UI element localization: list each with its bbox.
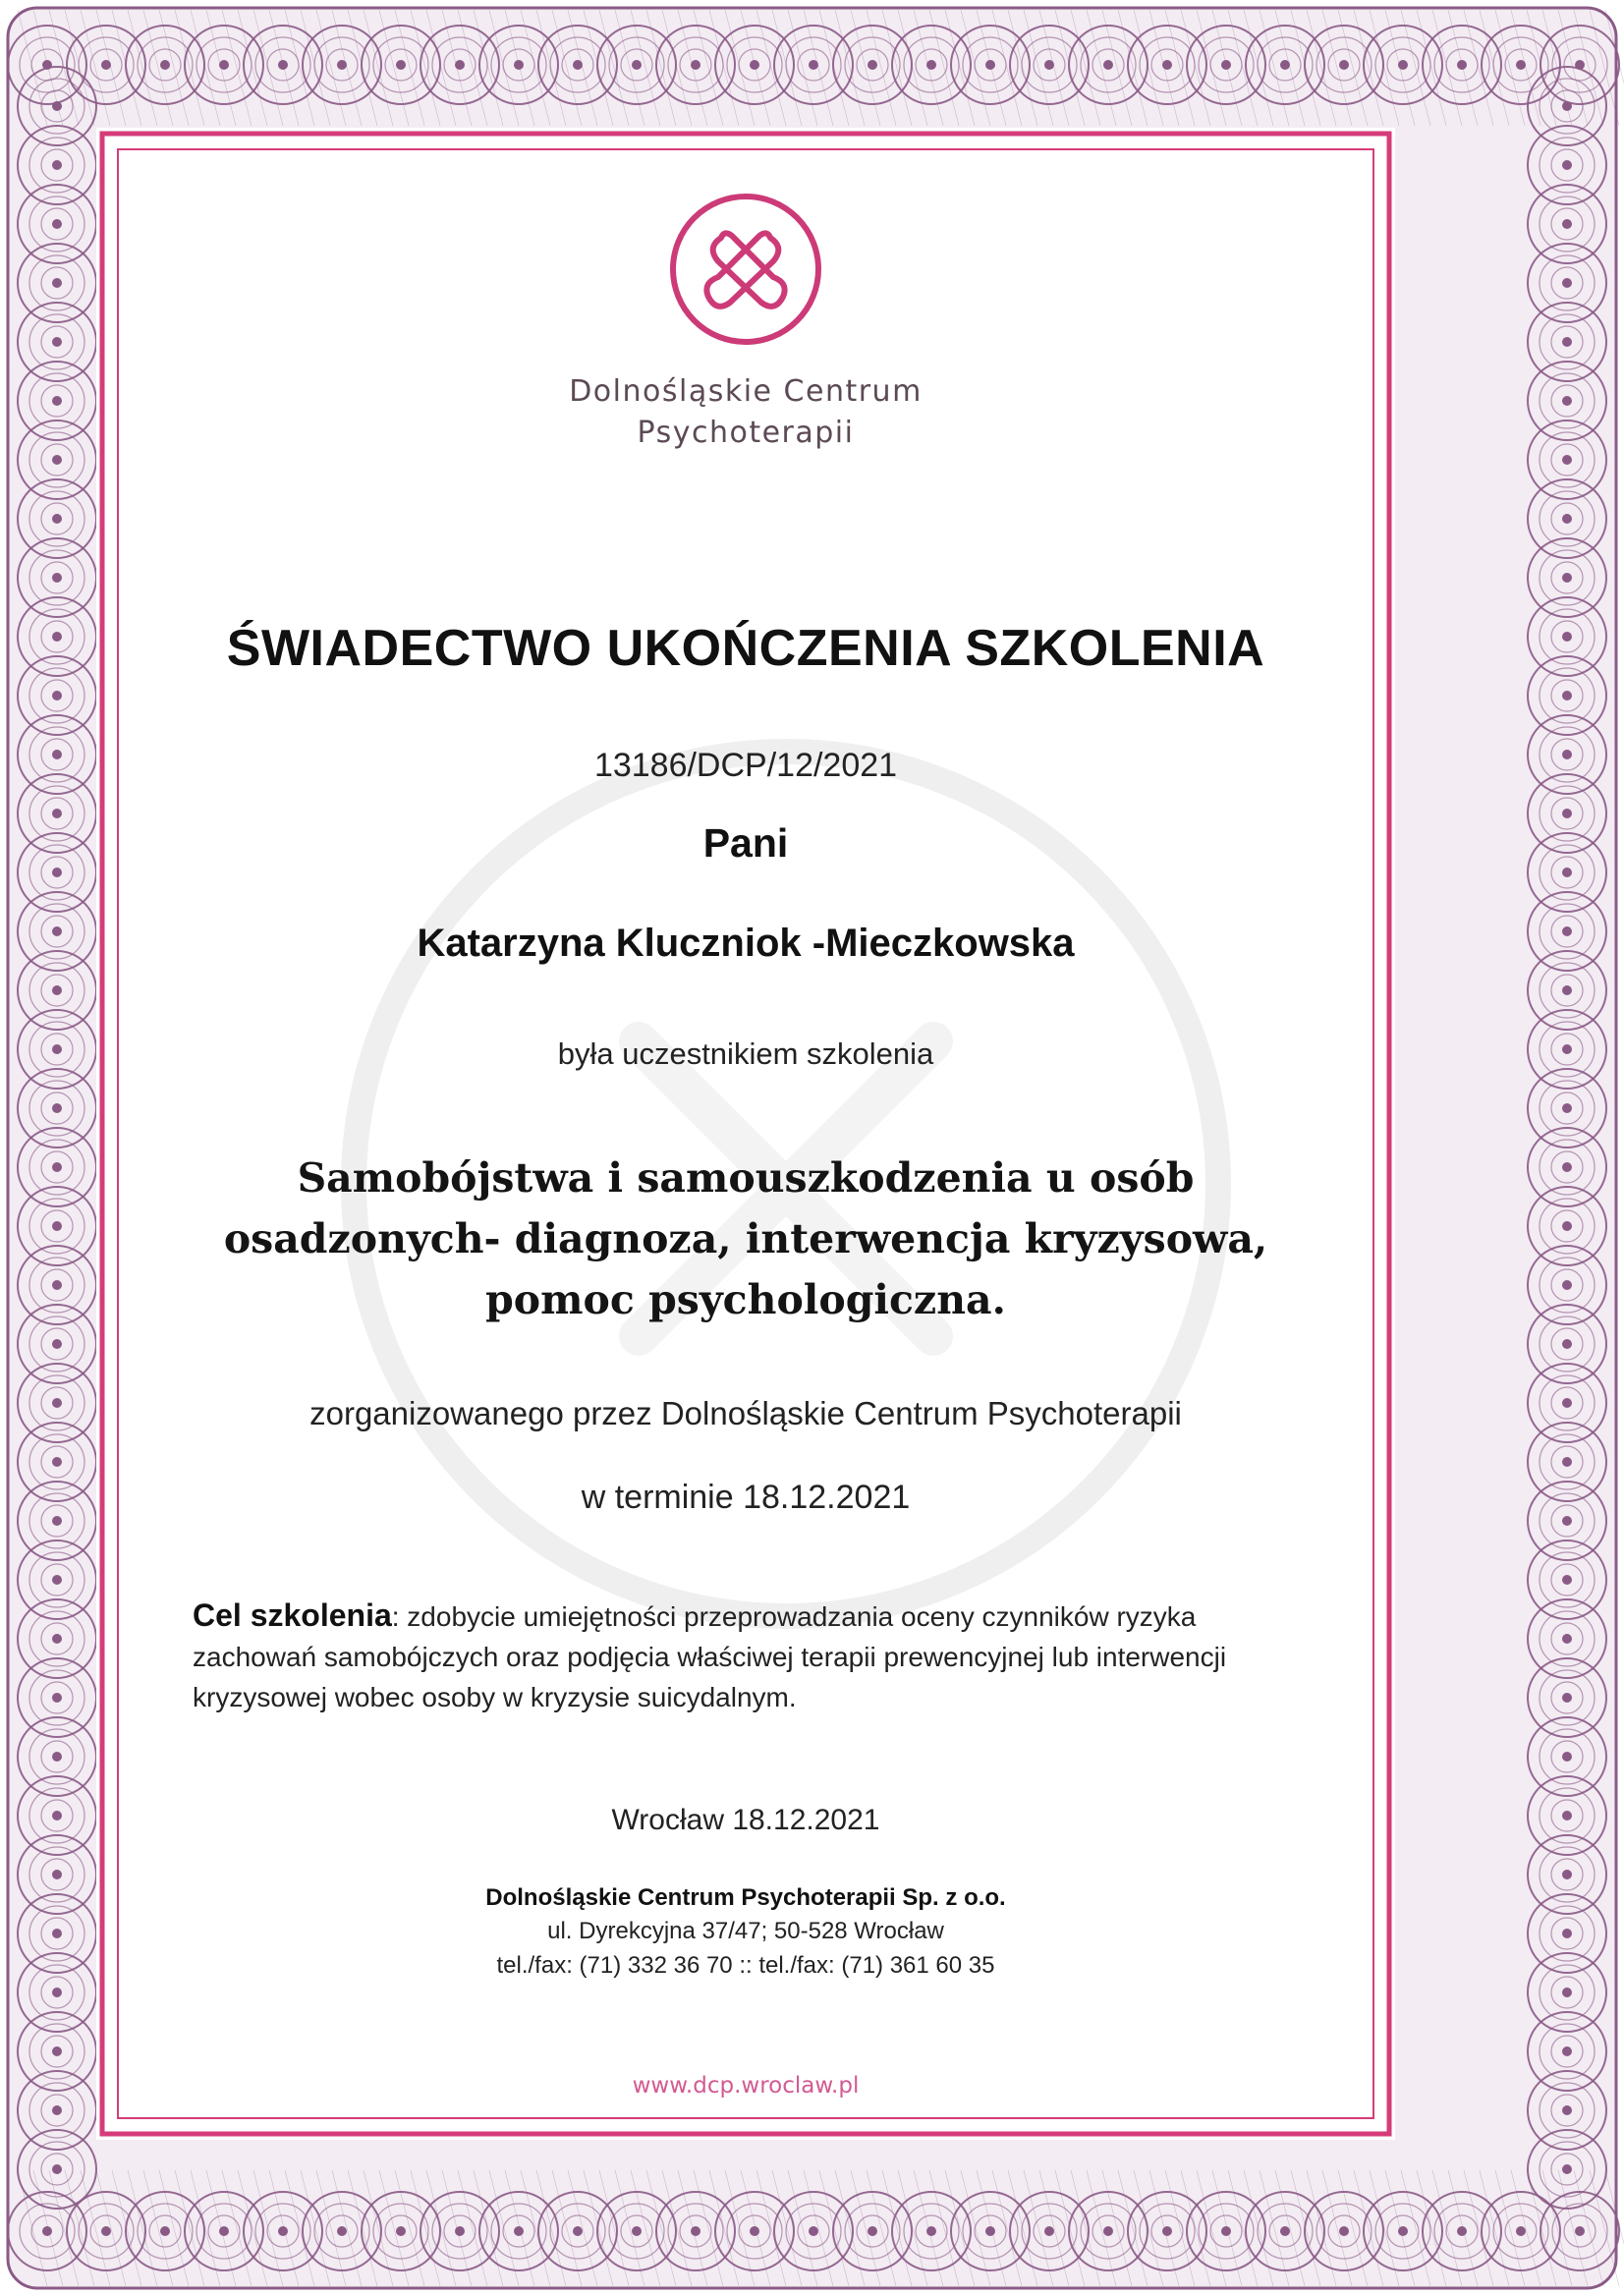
company-name: Dolnośląskie Centrum Psychoterapii Sp. z o.o. (485, 1884, 1006, 1911)
heart-knot-logo-icon (667, 191, 824, 348)
certificate-number: 13186/DCP/12/2021 (593, 747, 898, 784)
course-title-line: Samobójstwa i samouszkodzenia u osób (297, 1154, 1195, 1202)
course-title-line: pomoc psychologiczna. (485, 1276, 1006, 1323)
course-date: w terminie 18.12.2021 (581, 1479, 911, 1516)
certificate-body (96, 128, 1395, 2140)
course-goal-text: : zdobycie umiejętności przeprowadzania oceny czynników ryzyka zachowań samobójczych oraz podjęcia właściwej terapii prewencyjnej lub interwencji kryzysowej wobec osoby w kryzysie suicydalnym. (193, 1601, 1227, 1712)
website-footer (96, 2069, 1395, 2108)
course-goal (193, 1596, 1315, 1717)
website-link[interactable]: www.dcp.wroclaw.pl (613, 2073, 879, 2099)
participant-statement: była uczestnikiem szkolenia (557, 1036, 934, 1071)
org-line-1: Dolnośląskie Centrum (569, 374, 923, 409)
organizer-statement: zorganizowanego przez Dolnośląskie Centrum Psychoterapii (309, 1395, 1182, 1431)
organization-logo-text (96, 371, 1395, 454)
certificate-title: ŚWIADECTWO UKOŃCZENIA SZKOLENIA (226, 620, 1265, 677)
participant-name: Katarzyna Kluczniok -Mieczkowska (417, 922, 1075, 965)
company-address: ul. Dyrekcyjna 37/47; 50-528 Wrocław (547, 1918, 944, 1944)
salutation: Pani (702, 820, 789, 866)
course-goal-label: Cel szkolenia (193, 1597, 392, 1633)
org-line-2: Psychoterapii (637, 416, 855, 450)
course-title (96, 1148, 1395, 1330)
course-title-line: osadzonych- diagnoza, interwencja kryzysowa, (223, 1215, 1268, 1262)
company-phones: tel./fax: (71) 332 36 70 :: tel./fax: (71) 361 60 35 (496, 1952, 995, 1979)
issue-place-date: Wrocław 18.12.2021 (611, 1804, 880, 1836)
